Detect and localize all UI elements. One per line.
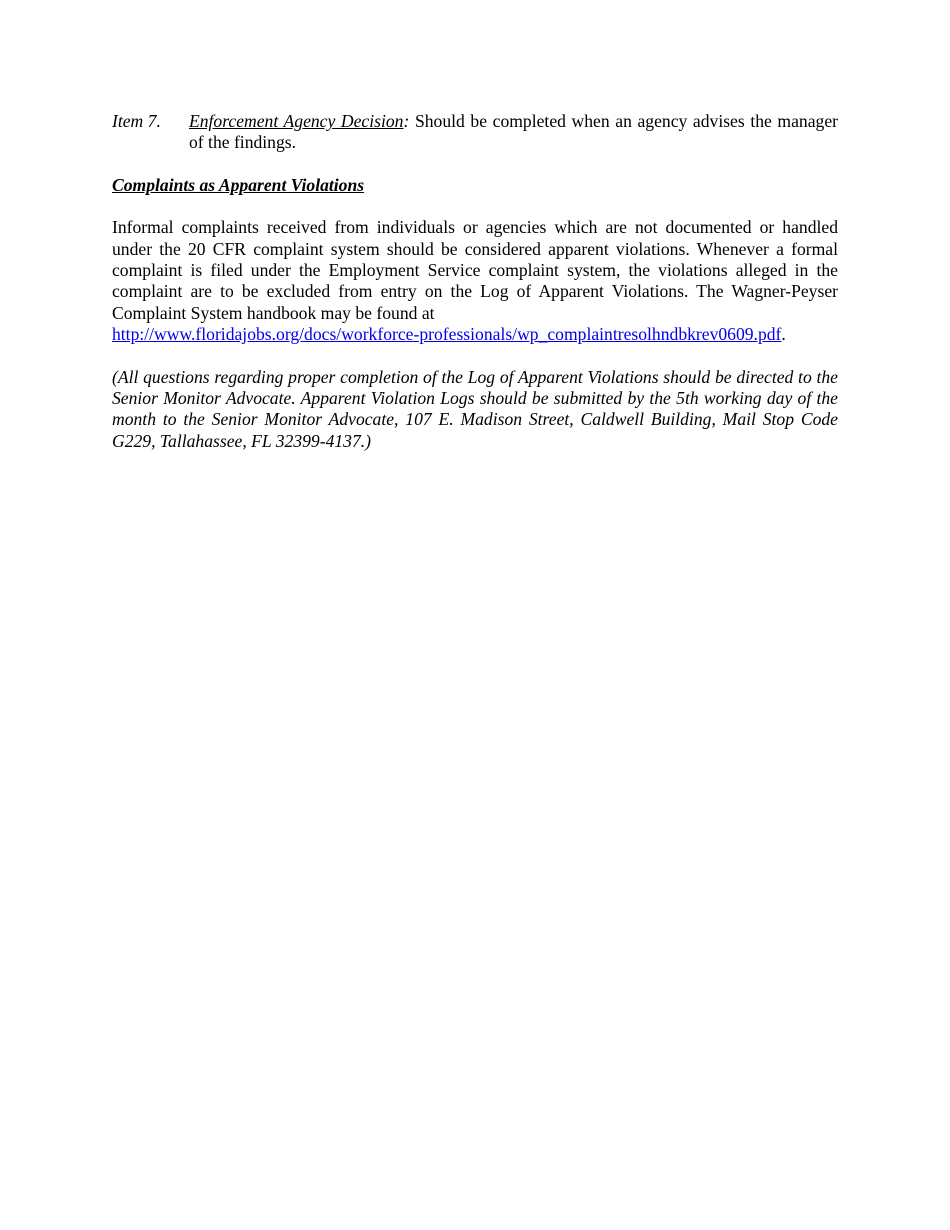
document-content [112, 111, 838, 452]
item-7-label: Item 7. [112, 111, 161, 131]
handbook-link-line [112, 324, 838, 345]
item-7-term: Enforcement Agency Decision [189, 111, 404, 131]
item-7-body [189, 111, 838, 154]
item-7-colon: : [403, 111, 410, 131]
submission-note: (All questions regarding proper completion of the Log of Apparent Violations should be directed to the Senior Monitor Advocate. Apparent Violation Logs should be submitted by the 5th working day of the month to the Senior Monitor Advocate, 107 E. Madison Street, Caldwell Building, Mail Stop Code G229, Tallahassee, FL 32399-4137.) [112, 366, 838, 451]
section-heading: Complaints as Apparent Violations [112, 174, 365, 195]
handbook-link-suffix: . [781, 324, 786, 345]
item-7-text: Should be completed when an agency advises the manager of the findings. [189, 111, 838, 153]
complaints-paragraph-text: Informal complaints received from individuals or agencies which are not documented or handled under the 20 CFR complaint system should be considered apparent violations. Whenever a formal complaint is filed under the Employment Service complaint system, the violations alleged in the complaint are to be excluded from entry on the Log of Apparent Violations. The Wagner-Peyser Complaint System handbook may be found at [112, 217, 838, 323]
item-7-row [112, 111, 838, 154]
complaints-paragraph [112, 217, 838, 345]
handbook-link[interactable]: http://www.floridajobs.org/docs/workforce-professionals/wp_complaintresolhndbkrev0609.pdf [112, 324, 782, 345]
